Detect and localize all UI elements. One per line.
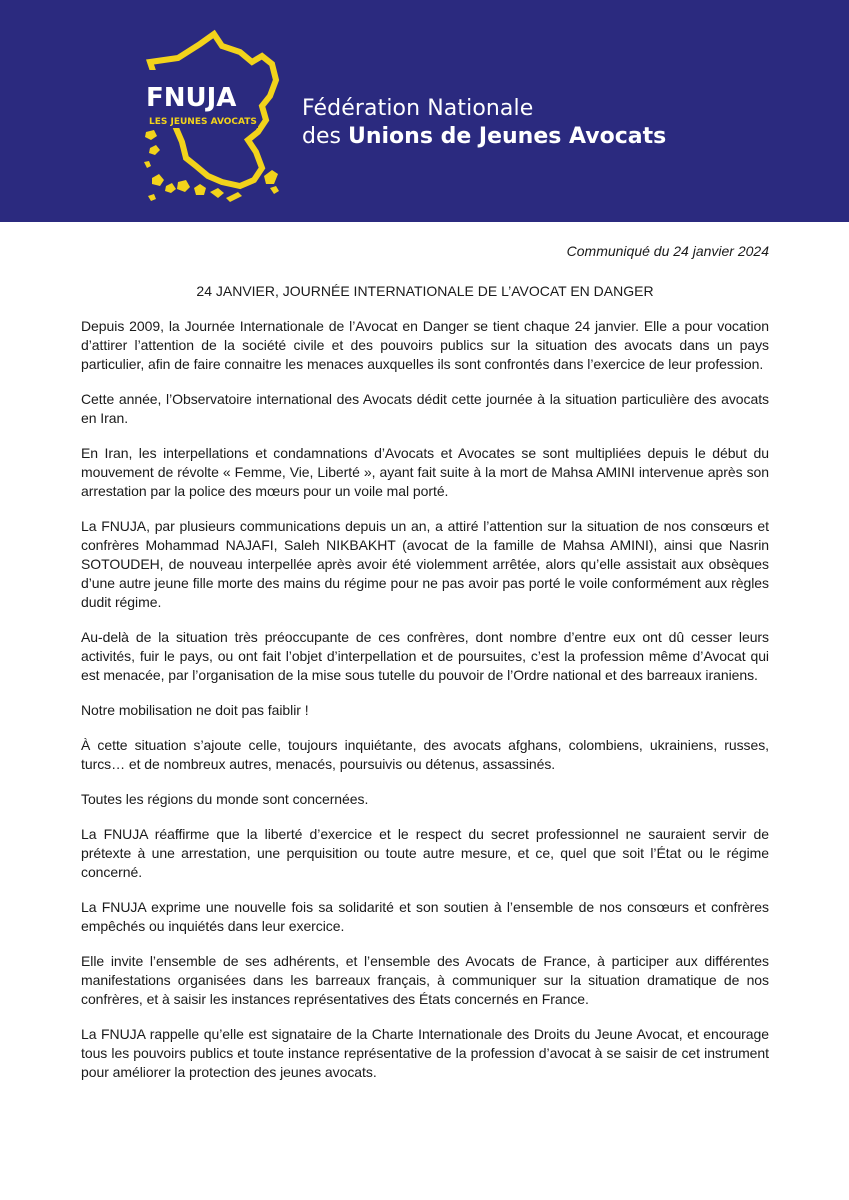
paragraph-7: À cette situation s’ajoute celle, toujours inquiétante, des avocats afghans, colombiens, ukrainiens, russes, turcs… et de nombreux autres, menacés, poursuivis ou détenus, assassinés.: [81, 737, 769, 772]
logo-subtitle: LES JEUNES AVOCATS: [149, 117, 257, 127]
paragraph-5: Au-delà de la situation très préoccupante de ces confrères, dont nombre d’entre eux ont dû cesser leurs activités, fuir le pays, ou ont fait l’objet d’interpellation et de poursuites, c’est la profession même d’Avocat qui est menacée, par l’organisation de la mise sous tutelle du pouvoir de l’Ordre national et des barreaux iraniens.: [81, 629, 769, 683]
paragraph-3: En Iran, les interpellations et condamnations d’Avocats et Avocates se sont multipliées depuis le début du mouvement de révolte « Femme, Vie, Liberté », ayant fait suite à la mort de Mahsa AMINI intervenue après son arrestation par la police des mœurs pour un voile mal porté.: [81, 445, 769, 499]
federation-name: [302, 96, 666, 150]
federation-line-2: [302, 124, 666, 150]
paragraph-12: La FNUJA rappelle qu’elle est signataire de la Charte Internationale des Droits du Jeune Avocat, et encourage tous les pouvoirs publics et toute instance représentative de la profession d’avocat à se saisir de cet instrument pour améliorer la protection des jeunes avocats.: [81, 1026, 769, 1080]
paragraph-10: La FNUJA exprime une nouvelle fois sa solidarité et son soutien à l’ensemble de nos consœurs et confrères empêchés ou inquiétés dans leur exercice.: [81, 899, 769, 934]
header-banner: [0, 0, 849, 222]
paragraph-6: Notre mobilisation ne doit pas faiblir !: [81, 702, 309, 718]
paragraph-1: Depuis 2009, la Journée Internationale de l’Avocat en Danger se tient chaque 24 janvier. Elle a pour vocation d’attirer l’attention de la société civile et des pouvoirs publics sur la situation des avocats dans un pays particulier, afin de faire connaitre les menaces auxquelles ils sont confrontés dans l’exercice de leur profession.: [81, 318, 769, 372]
paragraph-11: Elle invite l’ensemble de ses adhérents, et l’ensemble des Avocats de France, à participer aux différentes manifestations organisées dans les barreaux français, à communiquer sur la situation dramatique de nos confrères, et à saisir les instances représentatives des États concernés en France.: [81, 953, 769, 1007]
logo-text: FNUJA: [146, 83, 237, 113]
federation-line-1: Fédération Nationale: [302, 96, 534, 121]
fnuja-logo: [0, 0, 320, 222]
federation-line-2-bold: Unions de Jeunes Avocats: [347, 124, 667, 149]
paragraph-4: La FNUJA, par plusieurs communications depuis un an, a attiré l’attention sur la situation de nos consœurs et confrères Mohammad NAJAFI, Saleh NIKBAKHT (avocat de la famille de Mahsa AMINI), ainsi que Nasrin SOTOUDEH, de nouveau interpellée après avoir été violemment arrêtée, alors qu’elle assistait aux obsèques d’une autre jeune fille morte des mains du régime pour ne pas avoir pas porté le voile conformément aux règles dudit régime.: [81, 518, 769, 610]
document-body: [81, 241, 769, 1098]
paragraph-9: La FNUJA réaffirme que la liberté d’exercice et le respect du secret professionnel ne sauraient servir de prétexte à une arrestation, une perquisition ou toute autre mesure, et ce, quel que soit l’État ou le régime concerné.: [81, 826, 769, 880]
document-title: 24 JANVIER, JOURNÉE INTERNATIONALE DE L’AVOCAT EN DANGER: [196, 283, 654, 299]
paragraph-8: Toutes les régions du monde sont concernées.: [81, 791, 369, 807]
paragraph-2: Cette année, l’Observatoire international des Avocats dédit cette journée à la situation particulière des avocats en Iran.: [81, 391, 769, 426]
federation-line-2-prefix: des: [302, 124, 348, 149]
document-date: Communiqué du 24 janvier 2024: [566, 243, 769, 259]
